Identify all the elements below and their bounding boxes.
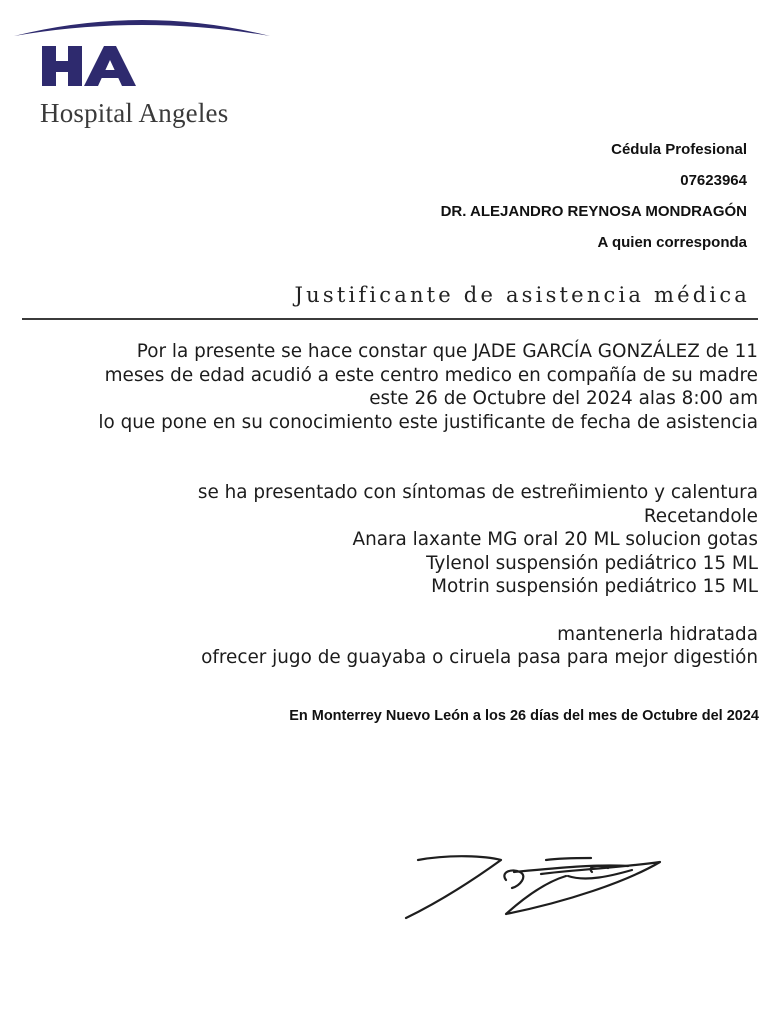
cedula-number: 07623964 bbox=[680, 172, 747, 189]
document-title: Justificante de asistencia médica bbox=[294, 283, 750, 307]
prescription-line: Anara laxante MG oral 20 ML solucion gotas bbox=[352, 529, 758, 550]
intro-line: meses de edad acudió a este centro medico en compañía de su madre bbox=[104, 364, 758, 386]
spacer bbox=[18, 599, 758, 623]
intro-line: lo que pone en su conocimiento este justificante de fecha de asistencia bbox=[98, 411, 758, 433]
advice-line: mantenerla hidratada bbox=[557, 623, 758, 645]
cedula-label: Cédula Profesional bbox=[611, 141, 747, 158]
place-date-footer: En Monterrey Nuevo León a los 26 días del mes de Octubre del 2024 bbox=[289, 708, 759, 724]
prescription-line: Tylenol suspensión pediátrico 15 ML bbox=[426, 552, 758, 574]
hospital-name: Hospital Angeles bbox=[40, 98, 229, 128]
hospital-logo bbox=[12, 10, 282, 130]
title-divider bbox=[22, 318, 758, 320]
intro-line: Por la presente se hace constar que JADE GARCÍA GONZÁLEZ de 11 bbox=[136, 341, 758, 362]
prescription-line: Motrin suspensión pediátrico 15 ML bbox=[431, 576, 758, 597]
advice-line: ofrecer jugo de guayaba o ciruela pasa para mejor digestión bbox=[201, 647, 758, 668]
doctor-header bbox=[441, 134, 747, 258]
signature-mark bbox=[396, 846, 676, 936]
doctor-name: DR. ALEJANDRO REYNOSA MONDRAGÓN bbox=[440, 203, 747, 220]
spacer bbox=[18, 434, 758, 481]
document-body bbox=[18, 340, 758, 670]
prescription-line: se ha presentado con síntomas de estreñimiento y calentura bbox=[197, 482, 758, 503]
intro-line: este 26 de Octubre del 2024 alas 8:00 am bbox=[369, 388, 758, 409]
prescription-line: Recetandole bbox=[643, 505, 758, 527]
addressee: A quien corresponda bbox=[597, 234, 747, 251]
hospital-emblem-icon bbox=[12, 10, 282, 100]
